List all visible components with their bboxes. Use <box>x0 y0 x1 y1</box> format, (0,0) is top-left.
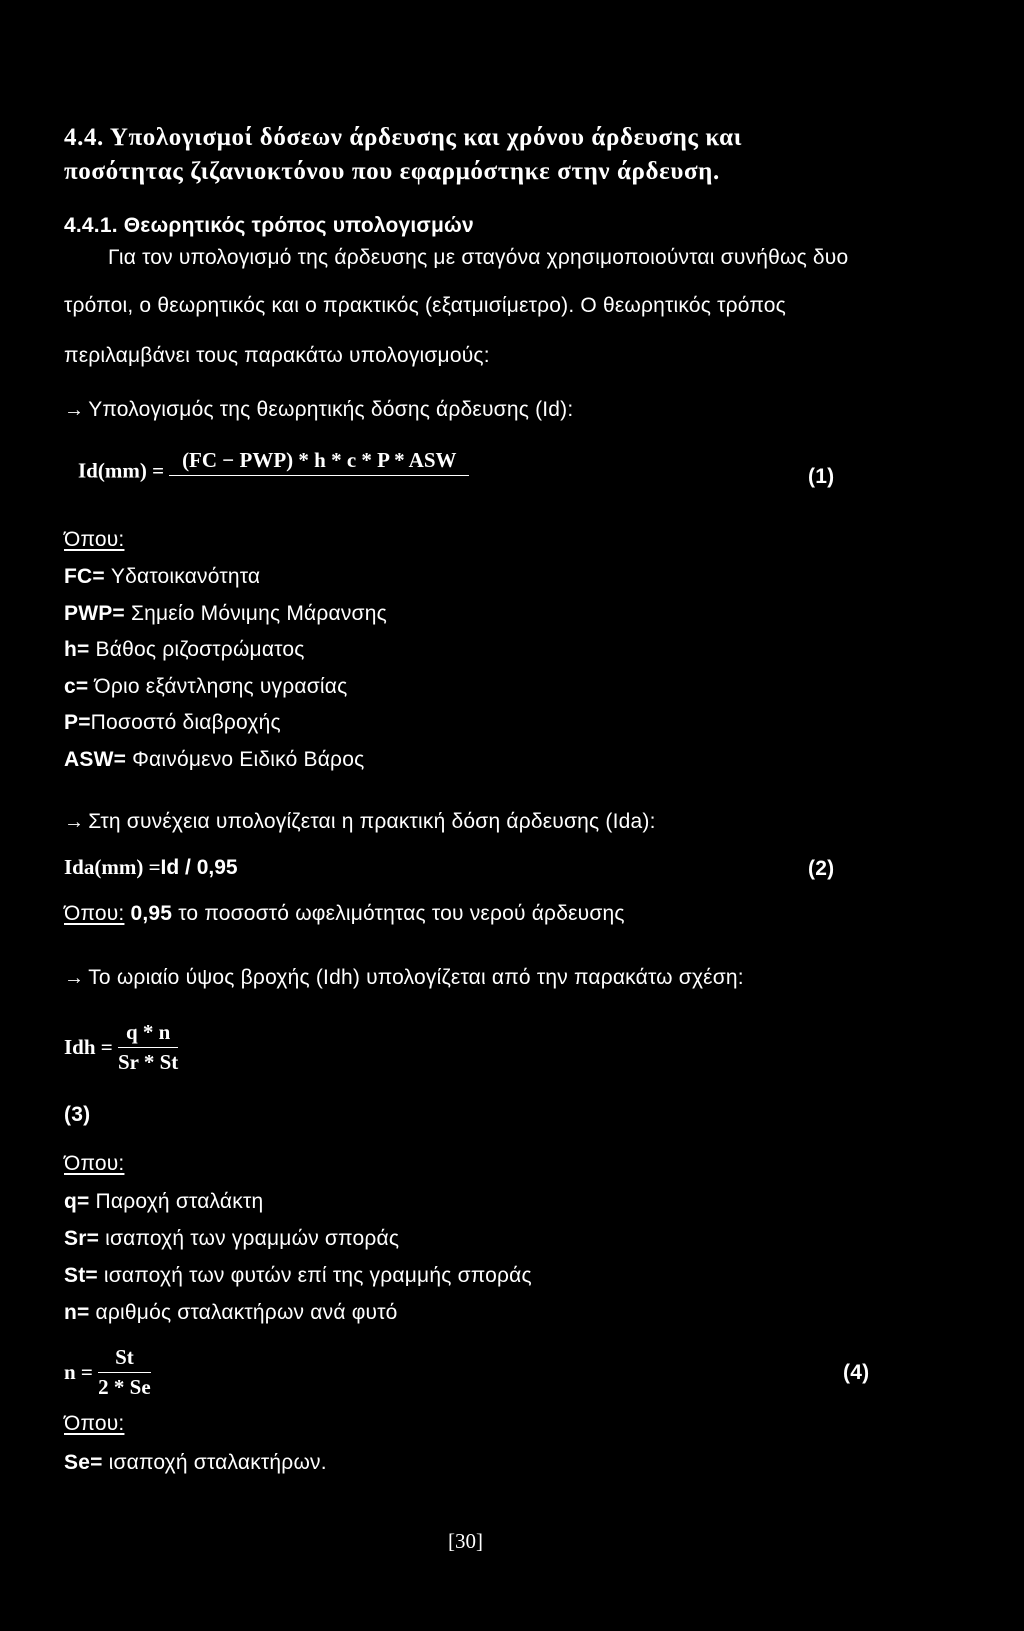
def-c: c= Όριο εξάντλησης υγρασίας <box>64 675 348 698</box>
bullet-text: Υπολογισμός της θεωρητικής δόσης άρδευσης (Id): <box>88 398 574 421</box>
def-asw: ASW= Φαινόμενο Ειδικό Βάρος <box>64 748 365 771</box>
eq4-lhs: n = <box>64 1360 93 1384</box>
eq1-fraction <box>169 448 469 494</box>
intro-line-3: περιλαμβάνει τους παρακάτω υπολογισμούς: <box>64 344 490 367</box>
eq1-numerator: (FC − PWP) * h * c * P * ASW <box>169 448 469 476</box>
bullet-theoretical-dose <box>64 398 573 422</box>
where-label-4: Όπου: <box>64 1412 125 1435</box>
eq1-lhs: Id(mm) = <box>78 458 165 483</box>
eq4-denominator: 2 * Se <box>98 1375 151 1399</box>
page-number: [30] <box>448 1529 483 1553</box>
where-label-3: Όπου: <box>64 1152 125 1175</box>
intro-line-1: Για τον υπολογισμό της άρδευσης με σταγόνα χρησιμοποιούνται συνήθως δυο <box>108 246 849 269</box>
eq3-numerator: q * n <box>118 1020 178 1048</box>
bullet-hourly-rain <box>64 966 744 990</box>
eq3-fraction <box>118 1020 178 1075</box>
eq4-number: (4) <box>843 1361 870 1384</box>
arrow-icon: → <box>64 967 85 989</box>
eq3-denominator: Sr * St <box>118 1050 179 1074</box>
equation-2 <box>64 855 238 880</box>
bullet-text: Στη συνέχεια υπολογίζεται η πρακτική δόση άρδευσης (Ida): <box>88 810 656 833</box>
eq2-where: Όπου: 0,95 το ποσοστό ωφελιμότητας του νερού άρδευσης <box>64 902 625 925</box>
eq4-numerator: St <box>98 1345 151 1373</box>
section-heading-line1: 4.4. Υπολογισμοί δόσεων άρδευσης και χρόνου άρδευσης και <box>64 124 743 151</box>
intro-line-2: τρόποι, ο θεωρητικός και ο πρακτικός (εξατμισίμετρο). Ο θεωρητικός τρόπος <box>64 294 786 317</box>
def-se: Se= ισαποχή σταλακτήρων. <box>64 1451 327 1474</box>
subsection-heading: 4.4.1. Θεωρητικός τρόπος υπολογισμών <box>64 214 474 237</box>
eq1-number: (1) <box>808 465 835 488</box>
def-p: P=Ποσοστό διαβροχής <box>64 711 281 734</box>
eq1-denominator <box>169 476 469 494</box>
eq2-number: (2) <box>808 857 835 880</box>
bullet-text: Το ωριαίο ύψος βροχής (Idh) υπολογίζεται από την παρακάτω σχέση: <box>88 966 744 989</box>
def-q: q= Παροχή σταλάκτη <box>64 1190 264 1213</box>
eq2-lhs: Ida(mm) = <box>64 855 161 879</box>
def-sr: Sr= ισαποχή των γραμμών σποράς <box>64 1227 400 1250</box>
def-pwp: PWP= Σημείο Μόνιμης Μάρανσης <box>64 602 387 625</box>
equation-4 <box>64 1345 151 1400</box>
eq3-lhs: Idh = <box>64 1035 113 1059</box>
arrow-icon: → <box>64 811 85 833</box>
equation-1 <box>78 448 469 494</box>
arrow-icon: → <box>64 399 85 421</box>
eq4-fraction <box>98 1345 151 1400</box>
eq2-rhs: Id / 0,95 <box>160 856 238 879</box>
section-heading-line2: ποσότητας ζιζανιοκτόνου που εφαρμόστηκε στην άρδευση. <box>64 158 720 185</box>
equation-3 <box>64 1020 178 1075</box>
def-n: n= αριθμός σταλακτήρων ανά φυτό <box>64 1301 398 1324</box>
bullet-practical-dose <box>64 810 656 834</box>
eq3-number: (3) <box>64 1103 91 1126</box>
def-h: h= Βάθος ριζοστρώματος <box>64 638 305 661</box>
def-st: St= ισαποχή των φυτών επί της γραμμής σποράς <box>64 1264 532 1287</box>
def-fc: FC= Υδατοικανότητα <box>64 565 261 588</box>
where-label-1: Όπου: <box>64 528 125 551</box>
